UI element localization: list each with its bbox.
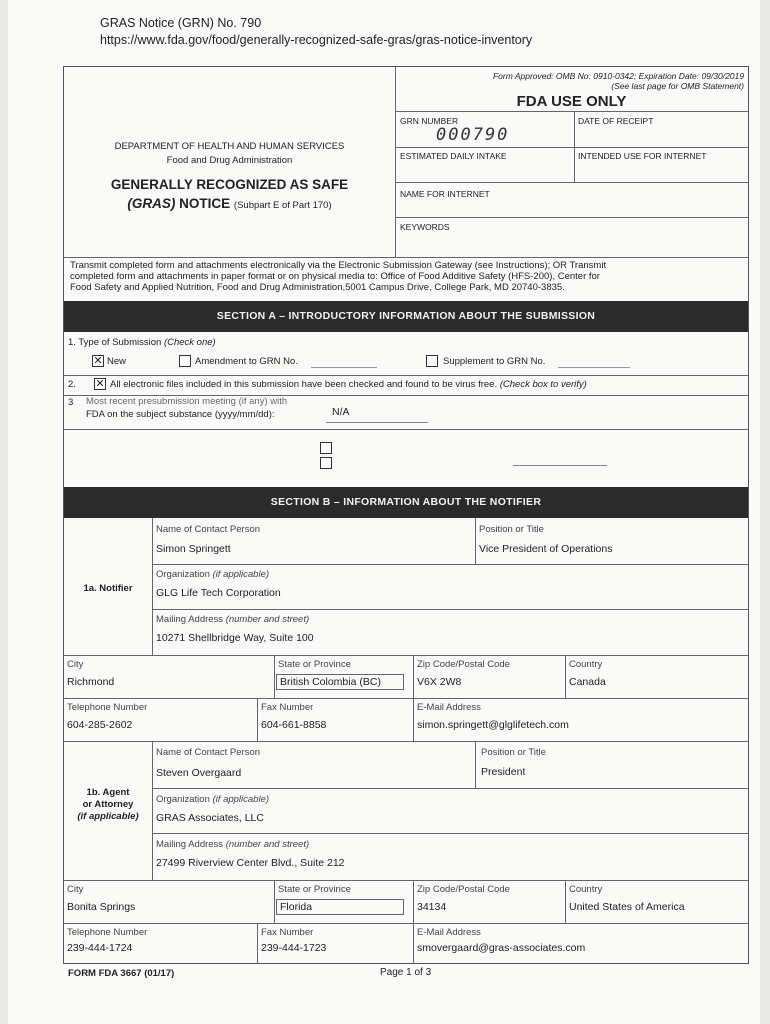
fda-use-only: FDA USE ONLY [516, 93, 627, 110]
notifier-phone-label: Telephone Number [67, 702, 148, 713]
notifier-address-label: Mailing Address (number and street) [156, 614, 310, 625]
agent-country-label: Country [569, 884, 603, 895]
agent-phone[interactable]: 239-444-1724 [67, 942, 133, 954]
intended-use-label: INTENDED USE FOR INTERNET [578, 151, 707, 161]
virus-free-checkbox[interactable]: ✕ [95, 378, 105, 390]
presubmission-date[interactable]: N/A [332, 406, 350, 418]
notifier-label: 1a. Notifier [83, 583, 133, 594]
omb-note: (See last page for OMB Statement) [611, 81, 744, 91]
form-title: GENERALLY RECOGNIZED AS SAFE [110, 177, 349, 192]
estimated-intake-label: ESTIMATED DAILY INTAKE [400, 151, 507, 161]
notifier-contact[interactable]: Simon Springett [156, 543, 231, 555]
agent-address[interactable]: 27499 Riverview Center Blvd., Suite 212 [156, 857, 345, 869]
agent-zip[interactable]: 34134 [417, 901, 447, 913]
notifier-phone[interactable]: 604-285-2602 [67, 719, 133, 731]
form-subtitle: (GRAS) NOTICE (Subpart E of Part 170) [127, 196, 332, 211]
notifier-org-label: Organization (if applicable) [156, 569, 270, 580]
notice-url[interactable]: https://www.fda.gov/food/generally-recognized-safe-gras/gras-notice-inventory [100, 33, 533, 47]
agent-contact-label: Name of Contact Person [156, 747, 261, 758]
notifier-zip-label: Zip Code/Postal Code [417, 659, 510, 670]
agent-city[interactable]: Bonita Springs [67, 901, 136, 913]
amendment-checkbox[interactable] [179, 355, 191, 367]
agent-fax[interactable]: 239-444-1723 [261, 942, 327, 954]
q1-label: 1. Type of Submission (Check one) [68, 337, 216, 348]
section-b-header: SECTION B – INFORMATION ABOUT THE NOTIFIER [64, 487, 748, 518]
q2-text: All electronic files included in this submission have been checked and found to be virus free. (Check box to verify) [110, 379, 587, 390]
agent-address-label: Mailing Address (number and street) [156, 839, 310, 850]
grn-number-label: GRN NUMBER [400, 116, 459, 126]
notifier-state-label: State or Province [278, 659, 351, 670]
agent-fax-label: Fax Number [261, 927, 314, 938]
page-number: Page 1 of 3 [380, 967, 432, 978]
agent-country[interactable]: United States of America [569, 901, 685, 913]
document-page [8, 0, 760, 1024]
notifier-city-label: City [67, 659, 84, 670]
notifier-zip[interactable]: V6X 2W8 [417, 676, 462, 688]
notifier-country[interactable]: Canada [569, 676, 606, 688]
notifier-country-label: Country [569, 659, 603, 670]
agent-city-label: City [67, 884, 84, 895]
blank-checkbox-2[interactable] [320, 457, 332, 469]
omb-approval: Form Approved: OMB No. 0910-0342; Expiration Date: 09/30/2019 [492, 71, 744, 81]
name-for-internet-label: NAME FOR INTERNET [400, 189, 490, 199]
notifier-state[interactable]: British Colombia (BC) [276, 674, 404, 690]
notifier-email-label: E-Mail Address [417, 702, 481, 713]
new-label: New [107, 356, 127, 367]
grn-number-value: 000790 [436, 125, 510, 145]
notifier-fax-label: Fax Number [261, 702, 314, 713]
agent-position[interactable]: President [481, 766, 526, 778]
q3-text-a: Most recent presubmission meeting (if any) with [86, 396, 288, 407]
agency-name: Food and Drug Administration [166, 155, 293, 166]
q2-number: 2. [68, 379, 76, 390]
notifier-position-label: Position or Title [479, 524, 544, 535]
department-name: DEPARTMENT OF HEALTH AND HUMAN SERVICES [114, 141, 345, 152]
agent-org[interactable]: GRAS Associates, LLC [156, 812, 264, 824]
supplement-checkbox[interactable] [426, 355, 438, 367]
notifier-city[interactable]: Richmond [67, 676, 115, 688]
notifier-org[interactable]: GLG Life Tech Corporation [156, 587, 281, 599]
form-footer-id: FORM FDA 3667 (01/17) [68, 968, 175, 979]
fda-form-3667 [63, 66, 749, 964]
agent-zip-label: Zip Code/Postal Code [417, 884, 510, 895]
agent-org-label: Organization (if applicable) [156, 794, 270, 805]
section-a-header: SECTION A – INTRODUCTORY INFORMATION ABOUT THE SUBMISSION [64, 301, 748, 332]
blank-checkbox-1[interactable] [320, 442, 332, 454]
amendment-label: Amendment to GRN No. [195, 356, 298, 367]
new-checkbox[interactable]: ✕ [93, 355, 103, 367]
keywords-label: KEYWORDS [400, 222, 450, 232]
agent-position-label: Position or Title [481, 747, 546, 758]
agent-label: 1b. Agent or Attorney (if applicable) [77, 787, 139, 822]
q3-number: 3 [68, 397, 74, 408]
agent-email[interactable]: smovergaard@gras-associates.com [417, 942, 586, 954]
notifier-fax[interactable]: 604-661-8858 [261, 719, 327, 731]
notifier-email[interactable]: simon.springett@glglifetech.com [417, 719, 569, 731]
q3-text-b: FDA on the subject substance (yyyy/mm/dd): [86, 409, 275, 420]
notifier-position[interactable]: Vice President of Operations [479, 543, 613, 555]
agent-contact[interactable]: Steven Overgaard [156, 767, 242, 779]
agent-phone-label: Telephone Number [67, 927, 148, 938]
agent-state[interactable]: Florida [276, 899, 404, 915]
transmit-instructions: Transmit completed form and attachments electronically via the Electronic Submission Gateway (see Instructions); OR Transmit completed form and attachments in paper format or on physical media to: Office of Food Additive Safety (HFS-200), Center for Food Safety and Applied Nutrition, Food and Drug Administration,5001 Campus Drive, College Park, MD 20740-3835. [70, 260, 607, 293]
supplement-label: Supplement to GRN No. [443, 356, 546, 367]
date-of-receipt-label: DATE OF RECEIPT [578, 116, 654, 126]
notice-title: GRAS Notice (GRN) No. 790 [100, 16, 262, 30]
notifier-address[interactable]: 10271 Shellbridge Way, Suite 100 [156, 632, 314, 644]
agent-email-label: E-Mail Address [417, 927, 481, 938]
notifier-contact-label: Name of Contact Person [156, 524, 261, 535]
agent-state-label: State or Province [278, 884, 351, 895]
